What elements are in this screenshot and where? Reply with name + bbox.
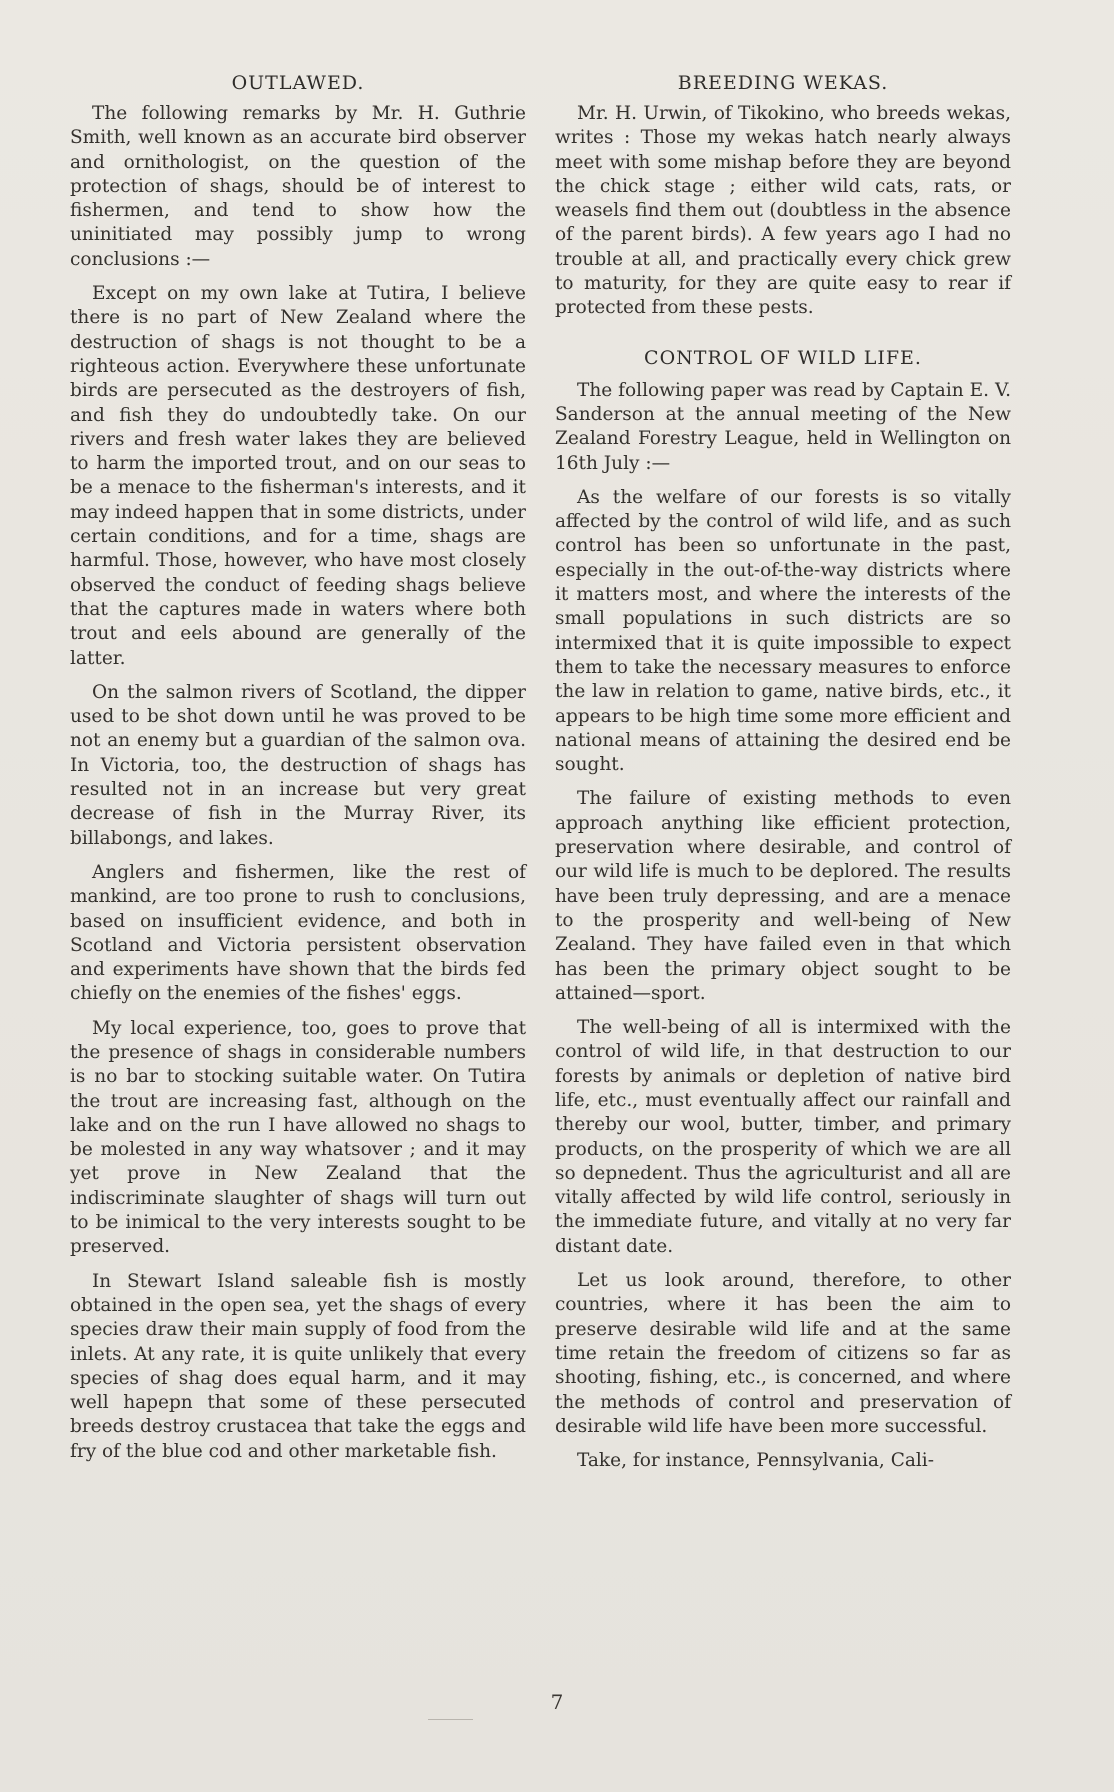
paragraph: The following remarks by Mr. H. Guthrie Smith, well known as an accurate bird observer and ornithologist, on the question of the protection of shags, should be of interest to fishermen, and tend to show how the uninitiated may possibly jump to wrong conclusions :—	[70, 103, 526, 270]
paragraph: The following paper was read by Captain E. V. Sanderson at the annual meeting of the New Zealand Forestry League, held in Wellington on 16th July :—	[555, 379, 1011, 474]
article-title-outlawed: OUTLAWED.	[231, 72, 365, 94]
paragraph: Mr. H. Urwin, of Tikokino, who breeds wekas, writes : Those my wekas hatch nearly always meet with some mishap before they are beyond the chick stage ; either wild cats, rats, or weasels find them out (doubtless in the absence of the parent birds). A few years ago I had no trouble at all, and practically every chick grew to maturity, for they are quite easy to rear if protected from these pests.	[555, 103, 1011, 319]
paragraph: The well-being of all is intermixed with the control of wild life, in that destruction to our forests by animals or depletion of native bird life, etc., must eventually affect our rainfall and thereby our wool, butter, timber, and primary products, on the prosperity of which we are all so depnedent. Thus the agriculturist and all are vitally affected by wild life control, seriously in the immediate future, and vitally at no very far distant date.	[555, 1017, 1011, 1257]
left-column	[70, 70, 526, 1474]
paragraph: Let us look around, therefore, to other countries, where it has been the aim to preserve desirable wild life and at the same time retain the freedom of citizens so far as shooting, fishing, etc., is concerned, and where the methods of control and preservation of desirable wild life have been more successful.	[555, 1270, 1011, 1437]
paragraph: As the welfare of our forests is so vitally affected by the control of wild life, and as such control has been so unfortunate in the past, especially in the out-of-the-way districts where it matters most, and where the interests of the small populations in such districts are so intermixed that it is quite impossible to expect them to take the necessary measures to enforce the law in relation to game, native birds, etc., it appears to be high time some more efficient and national means of attaining the desired end be sought.	[555, 486, 1011, 776]
paragraph: Anglers and fishermen, like the rest of mankind, are too prone to rush to conclusions, based on insufficient evidence, and both in Scotland and Victoria persistent observation and experiments have shown that the birds fed chiefly on the enemies of the fishes' eggs.	[70, 861, 526, 1005]
article-title-control-of-wild-life: CONTROL OF WILD LIFE.	[644, 346, 922, 369]
paragraph: On the salmon rivers of Scotland, the dipper used to be shot down until he was proved to be not an enemy but a guardian of the salmon ova. In Victoria, too, the destruction of shags has resulted not in an increase but very great decrease of fish in the Murray River, its billabongs, and lakes.	[70, 681, 526, 849]
page-number: 7	[550, 1690, 564, 1714]
paragraph: In Stewart Island saleable fish is mostly obtained in the open sea, yet the shags of every species draw their main supply of food from the inlets. At any rate, it is quite unlikely that every species of shag does equal harm, and it may well hapepn that some of these persecuted breeds destroy crustacea that take the eggs and fry of the blue cod and other marketable fish.	[70, 1270, 526, 1462]
paragraph: Except on my own lake at Tutira, I believe there is no part of New Zealand where the destruction of shags is not thought to be a righteous action. Everywhere these unfortunate birds are persecuted as the destroyers of fish, and fish they do undoubtedly take. On our rivers and fresh water lakes they are believed to harm the imported trout, and on our seas to be a menace to the fisherman's interests, and it may indeed happen that in some districts, under certain conditions, and for a time, shags are harmful. Those, however, who have most closely observed the conduct of feeding shags believe that the captures made in waters where both trout and eels abound are generally of the latter.	[70, 283, 526, 669]
footer-divider	[428, 1719, 473, 1720]
article-title-breeding-wekas: BREEDING WEKAS.	[677, 72, 889, 94]
paragraph: The failure of existing methods to even approach anything like efficient protection, preservation where desirable, and control of our wild life is much to be deplored. The results have been truly depressing, and are a menace to the prosperity and well-being of New Zealand. They have failed even in that which has been the primary object sought to be attained—sport.	[555, 788, 1011, 1004]
right-column	[555, 70, 1011, 1483]
paragraph: Take, for instance, Pennsylvania, Cali-	[577, 1450, 934, 1472]
paragraph: My local experience, too, goes to prove that the presence of shags in considerable numbers is no bar to stocking suitable water. On Tutira the trout are increasing fast, although on the lake and on the run I have allowed no shags to be molested in any way whatsover ; and it may yet prove in New Zealand that the indiscriminate slaughter of shags will turn out to be inimical to the very interests sought to be preserved.	[70, 1017, 526, 1258]
